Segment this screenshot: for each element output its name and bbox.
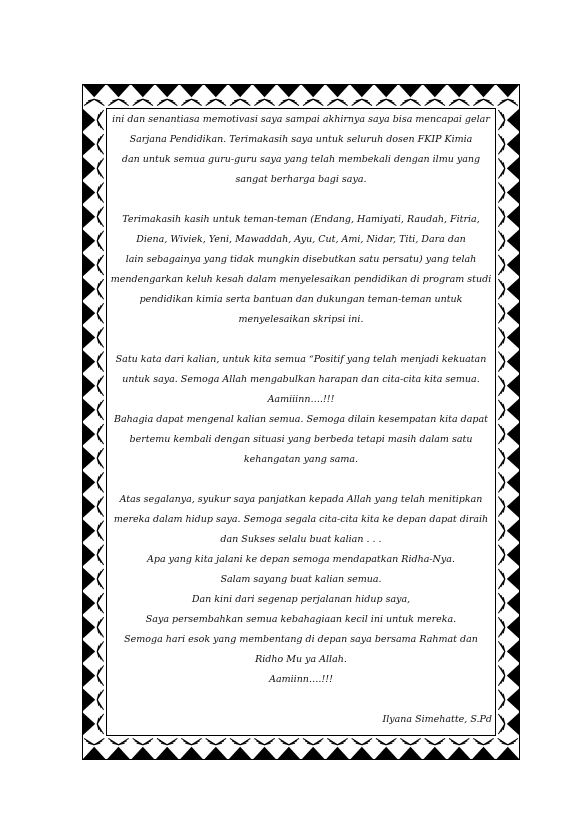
border-triangle (507, 615, 520, 639)
border-triangle (507, 422, 520, 446)
text-line: Semoga hari esok yang membentang di depan saya bersama Rahmat dan (124, 634, 478, 645)
border-triangle (507, 494, 520, 518)
border-triangle (507, 253, 520, 277)
border-triangle (252, 747, 276, 760)
border-triangle (155, 84, 179, 97)
text-line: Satu kata dari kalian, untuk kita semua “Positif yang telah menjadi kekuatan (115, 354, 487, 365)
text-line: Dan kini dari segenap perjalanan hidup saya, (191, 594, 411, 605)
text-line: mereka dalam hidup saya. Semoga segala cita-cita kita ke depan dapat diraih (113, 514, 489, 525)
border-triangle (82, 253, 95, 277)
border-triangle (325, 84, 349, 97)
text-line: Aamiiinn….!!! (267, 394, 335, 405)
border-triangle (82, 567, 95, 591)
text-line: pendidikan kimia serta bantuan dan dukungan teman-teman untuk (139, 294, 463, 305)
border-triangle (507, 325, 520, 349)
border-triangle (507, 664, 520, 688)
border-triangle (507, 205, 520, 229)
border-triangle (82, 519, 95, 543)
border-triangle (507, 446, 520, 470)
spacer (108, 190, 494, 210)
text-line: Bahagia dapat mengenal kalian semua. Semoga dilain kesempatan kita dapat (114, 414, 488, 425)
border-triangle (350, 84, 374, 97)
border-triangle (507, 591, 520, 615)
text-line: Terimakasih kasih untuk teman-teman (Endang, Hamiyati, Raudah, Fitria, (122, 214, 480, 225)
border-triangle (423, 84, 447, 97)
border-triangle (277, 84, 301, 97)
border-triangle (82, 350, 95, 374)
border-triangle (301, 747, 325, 760)
border-triangle (507, 712, 520, 736)
text-line: Salam sayang buat kalian semua. (220, 574, 382, 585)
spacer (108, 330, 494, 350)
text-line: Sarjana Pendidikan. Terimakasih saya untuk seluruh dosen FKIP Kimia (129, 134, 473, 145)
border-triangle (325, 747, 349, 760)
border-triangle (507, 470, 520, 494)
border-triangle (106, 747, 130, 760)
text-line: Ridho Mu ya Allah. (255, 654, 347, 665)
text-line: mendengarkan keluh kesah dalam menyelesaikan pendidikan di program studi (110, 274, 492, 285)
border-triangle (82, 277, 95, 301)
acknowledgement-text (108, 110, 494, 734)
spacer (108, 470, 494, 490)
border-triangle (507, 688, 520, 712)
border-triangle (82, 615, 95, 639)
border-triangle (507, 180, 520, 204)
border-triangle (155, 747, 179, 760)
border-triangle (131, 84, 155, 97)
border-triangle (423, 747, 447, 760)
border-triangle (471, 84, 495, 97)
border-triangle (82, 132, 95, 156)
text-line: dan untuk semua guru-guru saya yang telah membekali dengan ilmu yang (121, 154, 481, 165)
border-triangle (277, 747, 301, 760)
text-line: Apa yang kita jalani ke depan semoga mendapatkan Ridha-Nya. (147, 554, 455, 565)
border-triangle (204, 747, 228, 760)
text-line: kehangatan yang sama. (243, 454, 359, 465)
border-triangle (447, 84, 471, 97)
border-triangle (82, 543, 95, 567)
border-triangle (398, 84, 422, 97)
border-triangle (82, 156, 95, 180)
border-triangle (179, 84, 203, 97)
text-line: bertemu kembali dengan situasi yang berbeda tetapi masih dalam satu (129, 434, 473, 445)
border-triangle (82, 747, 106, 760)
paragraph-2 (108, 210, 494, 330)
border-triangle (82, 205, 95, 229)
signature: Ilyana Simehatte, S.Pd (382, 714, 492, 725)
border-triangle (82, 664, 95, 688)
border-triangle (82, 84, 106, 97)
border-triangle (507, 398, 520, 422)
border-triangle (496, 747, 520, 760)
border-triangle (374, 84, 398, 97)
text-line: menyelesaikan skripsi ini. (238, 314, 364, 325)
border-triangle (82, 180, 95, 204)
text-line: untuk saya. Semoga Allah mengabulkan harapan dan cita-cita kita semua. (122, 374, 480, 385)
border-triangle (82, 446, 95, 470)
border-triangle (82, 422, 95, 446)
border-triangle (507, 132, 520, 156)
paragraph-1 (108, 110, 494, 190)
border-triangle (252, 84, 276, 97)
border-triangle (507, 374, 520, 398)
border-triangle (398, 747, 422, 760)
border-triangle (82, 712, 95, 736)
border-triangle (204, 84, 228, 97)
border-triangle (507, 543, 520, 567)
border-triangle (507, 229, 520, 253)
paragraph-4 (108, 490, 494, 690)
border-triangle (507, 277, 520, 301)
border-triangle (82, 374, 95, 398)
text-line: lain sebagainya yang tidak mungkin disebutkan satu persatu) yang telah (125, 254, 477, 265)
border-triangle (131, 747, 155, 760)
border-triangle (82, 639, 95, 663)
border-triangle (228, 747, 252, 760)
border-triangle (228, 84, 252, 97)
border-triangle (507, 156, 520, 180)
border-triangle (507, 108, 520, 132)
text-line: dan Sukses selalu buat kalian . . . (220, 534, 382, 545)
decorative-frame (82, 84, 520, 760)
text-line: Diena, Wiviek, Yeni, Mawaddah, Ayu, Cut, Ami, Nidar, Titi, Dara dan (136, 234, 466, 245)
text-line: Atas segalanya, syukur saya panjatkan kepada Allah yang telah menitipkan (119, 494, 483, 505)
border-triangle (507, 639, 520, 663)
paragraph-3 (108, 350, 494, 470)
border-triangle (447, 747, 471, 760)
text-line: ini dan senantiasa memotivasi saya sampai akhirnya saya bisa mencapai gelar (112, 114, 490, 125)
border-triangle (301, 84, 325, 97)
border-triangle (82, 398, 95, 422)
border-triangle (507, 350, 520, 374)
text-line: sangat berharga bagi saya. (235, 174, 367, 185)
text-line: Saya persembahkan semua kebahagiaan kecil ini untuk mereka. (145, 614, 457, 625)
text-line: Aamiinn….!!! (269, 674, 333, 685)
border-triangle (82, 591, 95, 615)
border-triangle (507, 301, 520, 325)
border-triangle (82, 688, 95, 712)
border-triangle (350, 747, 374, 760)
border-triangle (82, 301, 95, 325)
border-triangle (179, 747, 203, 760)
border-triangle (496, 84, 520, 97)
border-triangle (507, 567, 520, 591)
border-triangle (82, 229, 95, 253)
border-triangle (82, 470, 95, 494)
border-triangle (507, 519, 520, 543)
border-triangle (374, 747, 398, 760)
border-triangle (82, 325, 95, 349)
border-triangle (471, 747, 495, 760)
border-triangle (82, 494, 95, 518)
border-triangle (106, 84, 130, 97)
border-triangle (82, 108, 95, 132)
